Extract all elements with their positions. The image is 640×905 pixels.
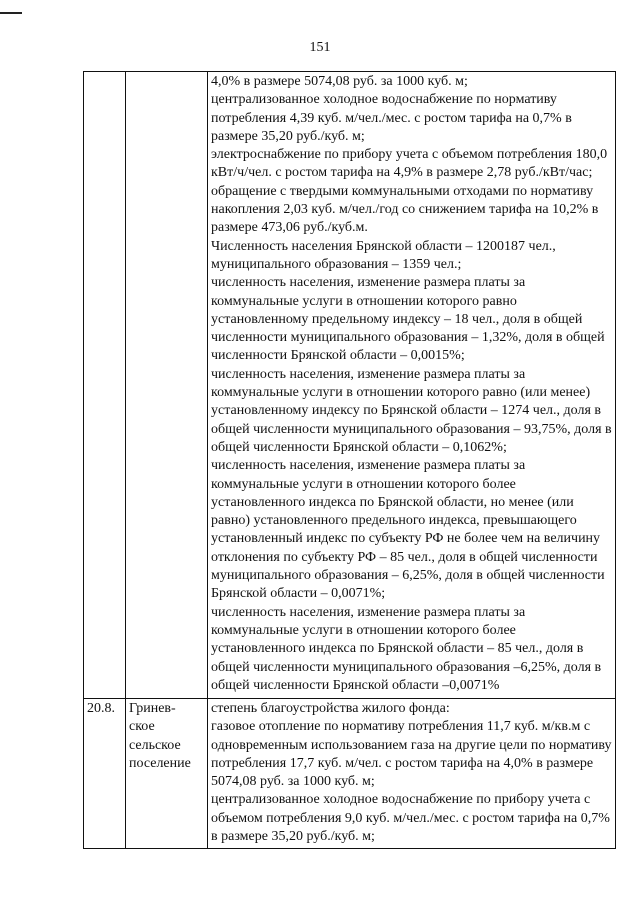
settlement-name-cell [126, 72, 208, 699]
table-row [84, 699, 616, 849]
description-cell: 4,0% в размере 5074,08 руб. за 1000 куб. м; централизованное холодное водоснабжение по нормативу потребления 4,39 куб. м/чел./мес. с ростом тарифа на 0,7% в размере 35,20 руб./куб. м; электроснабжение по прибору учета с объемом потребления 180,0 кВт/ч/чел. с ростом тарифа на 4,9% в размере 2,78 руб./кВт/час; обращение с твердыми коммунальными отходами по нормативу накопления 2,03 куб. м/чел./год со снижением тарифа на 10,2% в размере 473,06 руб./куб.м. Численность населения Брянской области – 1200187 чел., муниципального образования – 1359 чел.; численность населения, изменение размера платы за коммунальные услуги в отношении которого равно установленному предельному индексу – 18 чел., доля в общей численности муниципального образования – 1,32%, доля в общей численности Брянской области – 0,0015%; численность населения, изменение размера платы за коммунальные услуги в отношении которого равно (или менее) установленному индексу по Брянской области – 1274 чел., доля в общей численности муниципального образования – 93,75%, доля в общей численности Брянской области – 0,1062%; численность населения, изменение размера платы за коммунальные услуги в отношении которого более установленного индекса по Брянской области, но менее (или равно) установленного предельного индекса, превышающего установленный индекс по субъекту РФ не более чем на величину отклонения по субъекту РФ – 85 чел., доля в общей численности муниципального образования – 6,25%, доля в общей численности Брянской области – 0,0071%; численность населения, изменение размера платы за коммунальные услуги в отношении которого более установленного индекса по Брянской области – 85 чел., доля в общей численности муниципального образования –6,25%, доля в общей численности Брянской области –0,0071% [208, 72, 616, 699]
row-number-cell: 20.8. [84, 699, 126, 849]
page-number: 151 [309, 40, 331, 55]
table-row [84, 72, 616, 699]
content-table [83, 71, 616, 849]
settlement-name-cell: Гринев- ское сельское поселение [126, 699, 208, 849]
row-number-cell [84, 72, 126, 699]
scan-corner-mark [0, 12, 22, 14]
description-cell: степень благоустройства жилого фонда: газовое отопление по нормативу потребления 11,7 куб. м/кв.м с одновременным использованием газа на другие цели по нормативу потребления 17,7 куб. м/чел. с ростом тарифа на 4,0% в размере 5074,08 руб. за 1000 куб. м; централизованное холодное водоснабжение по прибору учета с объемом потребления 9,0 куб. м/чел./мес. с ростом тарифа на 0,7% в размере 35,20 руб./куб. м; [208, 699, 616, 849]
